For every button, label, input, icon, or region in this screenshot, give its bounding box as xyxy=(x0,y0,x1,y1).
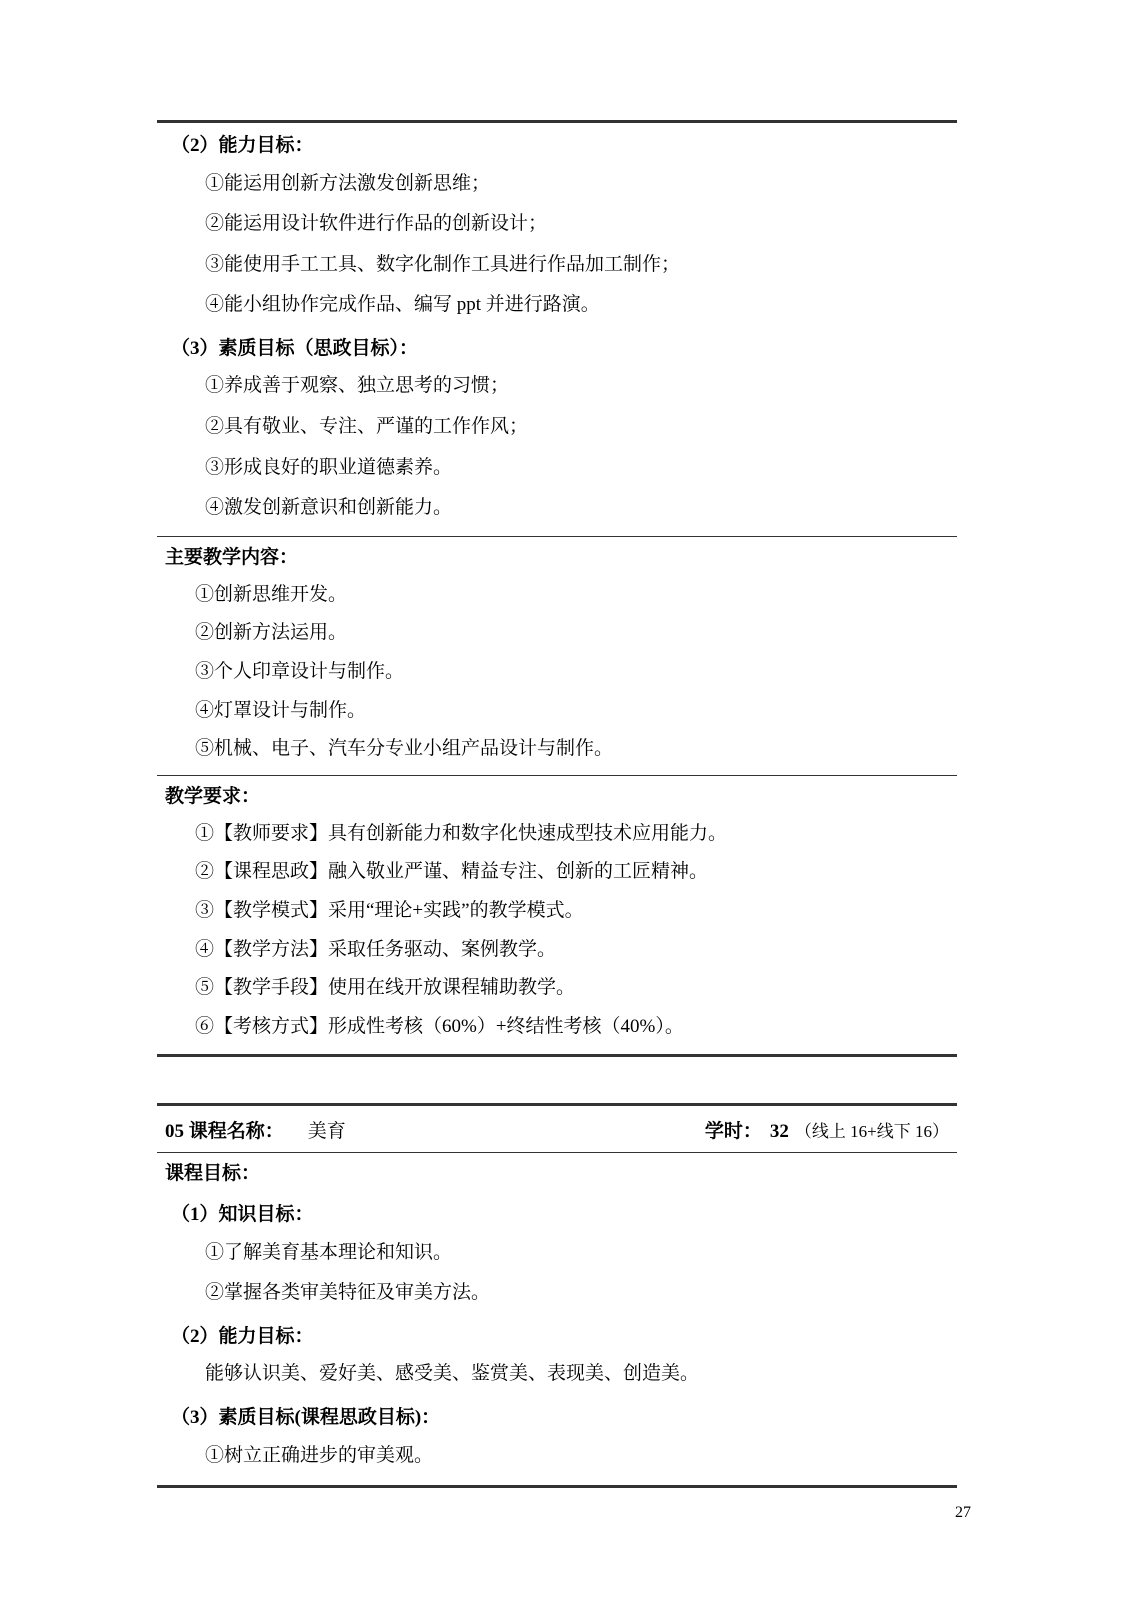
list-item: ①【教师要求】具有创新能力和数字化快速成型技术应用能力。 xyxy=(195,822,728,844)
list-item: ②具有敬业、专注、严谨的工作作风； xyxy=(205,415,529,437)
list-item: ④【教学方法】采取任务驱动、案例教学。 xyxy=(195,938,557,960)
list-item: ③【教学模式】采用“理论+实践”的教学模式。 xyxy=(195,899,584,921)
list-item: ②掌握各类审美特征及审美方法。 xyxy=(205,1282,491,1304)
course-hours-label: 学时： xyxy=(704,1121,762,1143)
course-objectives-title: 课程目标： xyxy=(165,1163,261,1185)
list-item: ①树立正确进步的审美观。 xyxy=(205,1444,434,1466)
list-item: ①能运用创新方法激发创新思维； xyxy=(205,172,491,194)
course-header-row xyxy=(157,1106,957,1152)
course-competency-title: （2）能力目标： xyxy=(171,1325,314,1347)
section-objectives-block xyxy=(157,120,957,1057)
list-item: ②创新方法运用。 xyxy=(195,622,348,644)
quality-objectives-title: （3）素质目标（思政目标）： xyxy=(171,337,419,359)
list-item: ③个人印章设计与制作。 xyxy=(195,660,405,682)
course-quality-title: （3）素质目标(课程思政目标)： xyxy=(171,1407,441,1429)
competency-objectives-title: （2）能力目标： xyxy=(171,135,314,156)
course-hours-note: （线上 16+线下 16） xyxy=(794,1122,949,1142)
list-item: ④能小组协作完成作品、编写 ppt 并进行路演。 xyxy=(205,294,600,316)
list-item: ④激发创新意识和创新能力。 xyxy=(205,497,453,519)
list-item: ①创新思维开发。 xyxy=(195,583,348,605)
list-item: ③能使用手工工具、数字化制作工具进行作品加工制作； xyxy=(205,253,681,275)
list-item: ⑤机械、电子、汽车分专业小组产品设计与制作。 xyxy=(195,738,614,760)
list-item: ①养成善于观察、独立思考的习惯； xyxy=(205,375,510,397)
course-hours-value: 32 xyxy=(769,1121,789,1143)
page-content xyxy=(157,120,957,1488)
course-name: 美育 xyxy=(307,1121,346,1143)
list-item: ⑥【考核方式】形成性考核（60%）+终结性考核（40%）。 xyxy=(195,1015,684,1037)
course-05-block xyxy=(157,1103,957,1488)
list-item: ⑤【教学手段】使用在线开放课程辅助教学。 xyxy=(195,977,576,999)
teaching-requirements-title: 教学要求： xyxy=(165,785,261,807)
list-item: ①了解美育基本理论和知识。 xyxy=(205,1241,453,1263)
list-item: ②能运用设计软件进行作品的创新设计； xyxy=(205,213,548,235)
list-item: 能够认识美、爱好美、感受美、鉴赏美、表现美、创造美。 xyxy=(205,1363,700,1385)
list-item: ③形成良好的职业道德素养。 xyxy=(205,456,453,478)
teaching-content-title: 主要教学内容： xyxy=(165,546,299,568)
knowledge-objectives-title: （1）知识目标： xyxy=(171,1204,314,1226)
page-number: 27 xyxy=(955,1504,971,1521)
section-gap xyxy=(157,1057,957,1103)
course-number-label: 05 课程名称： xyxy=(165,1121,284,1143)
list-item: ④灯罩设计与制作。 xyxy=(195,699,367,721)
list-item: ②【课程思政】融入敬业严谨、精益专注、创新的工匠精神。 xyxy=(195,861,709,883)
